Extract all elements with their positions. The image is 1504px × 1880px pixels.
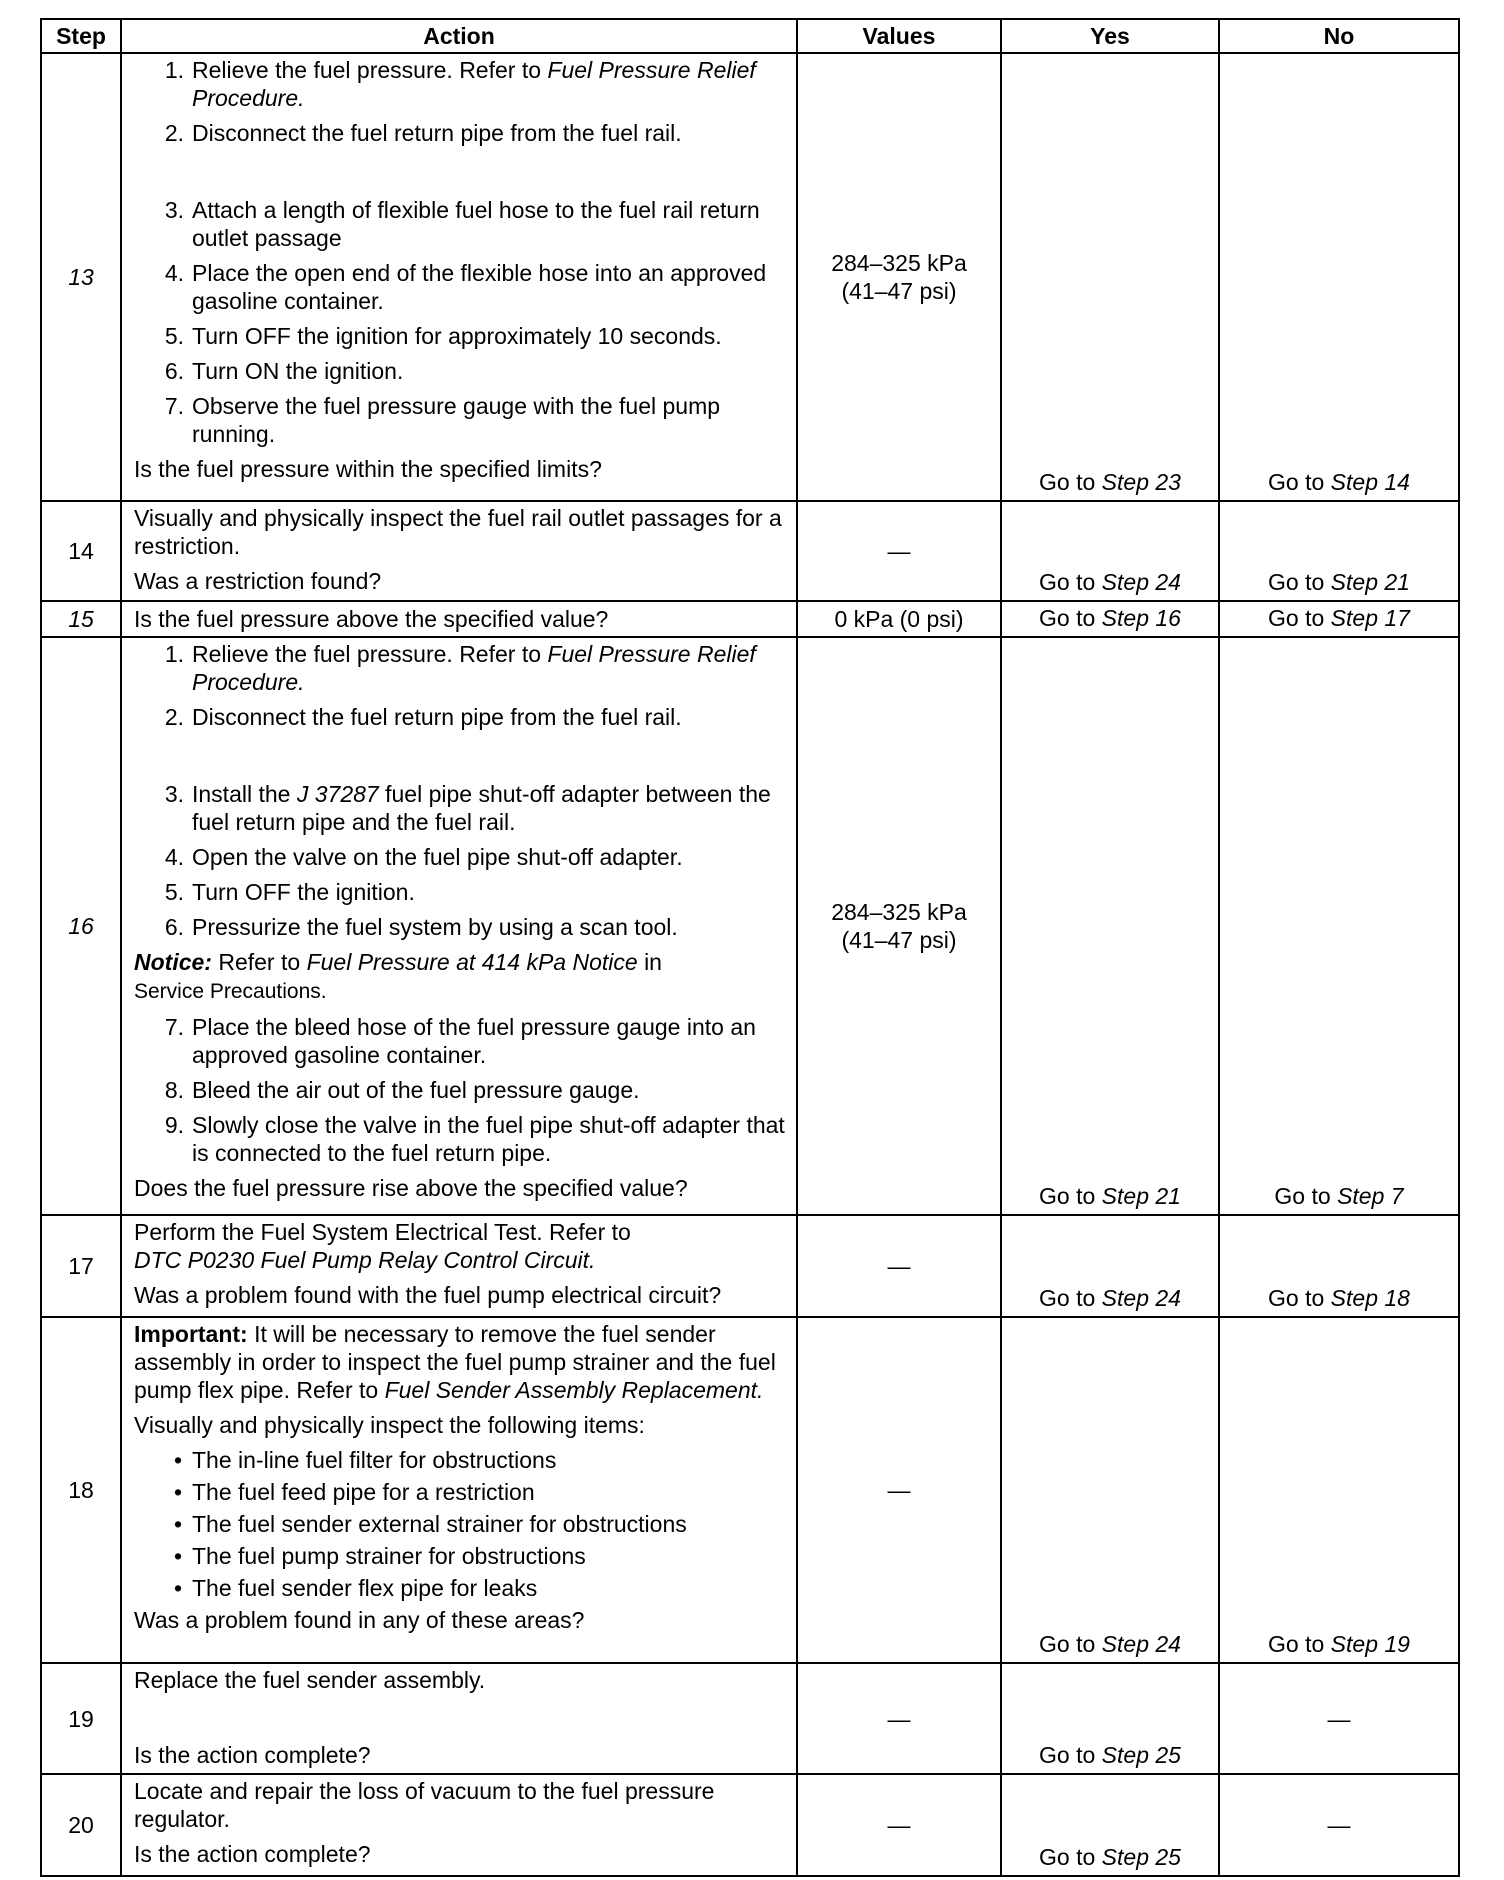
header-no: No <box>1219 19 1459 53</box>
table-row-step-15 <box>41 601 1459 637</box>
step-number: 18 <box>41 1317 121 1663</box>
action-cell: Visually and physically inspect the fuel rail outlet passages for a restriction. Was a restriction found? <box>121 501 797 601</box>
action-item: 4. Open the valve on the fuel pipe shut-off adapter. <box>164 844 683 870</box>
notice: Notice: Refer to Fuel Pressure at 414 kPa Notice in Service Precautions. <box>134 949 662 1003</box>
table-row-step-17 <box>41 1215 1459 1317</box>
yes-cell: Go to Step 24 <box>1001 501 1219 601</box>
action-item: 1. Relieve the fuel pressure. Refer to Fuel Pressure Relief Procedure. <box>164 57 756 111</box>
header-step: Step <box>41 19 121 53</box>
inspect-item: • The fuel sender external strainer for obstructions <box>173 1511 687 1537</box>
inspect-item: • The fuel pump strainer for obstructions <box>173 1543 586 1569</box>
inspect-item: • The in-line fuel filter for obstructions <box>173 1447 557 1473</box>
action-question: Is the fuel pressure within the specified limits? <box>134 456 602 482</box>
no-cell: Go to Step 17 <box>1219 601 1459 637</box>
action-cell: Important: It will be necessary to remove the fuel sender assembly in order to inspect the fuel pump strainer and the fuel pump flex pipe. Refer to Fuel Sender Assembly Replacement. Visually and physically inspect the following items: • The in-line fuel filter for obstructions • The fuel feed pipe for a restriction • The fuel sender external strainer for obstructions • The fuel pump strainer for obstructions • The fuel sender flex pipe for leaks Was a problem found in any of these areas? <box>121 1317 797 1663</box>
yes-cell: Go to Step 25 <box>1001 1663 1219 1774</box>
header-yes: Yes <box>1001 19 1219 53</box>
action-item: 4. Place the open end of the flexible hose into an approved gasoline container. <box>164 260 767 314</box>
step-number: 14 <box>41 501 121 601</box>
action-cell: Replace the fuel sender assembly. Is the action complete? <box>121 1663 797 1774</box>
action-item: 9. Slowly close the valve in the fuel pipe shut-off adapter that is connected to the fuel return pipe. <box>164 1112 785 1166</box>
action-cell: Perform the Fuel System Electrical Test. Refer to DTC P0230 Fuel Pump Relay Control Circuit. Was a problem found with the fuel pump electrical circuit? <box>121 1215 797 1317</box>
action-question: Is the action complete? <box>134 1841 371 1867</box>
diagnostic-table <box>40 18 1460 1877</box>
no-cell: — <box>1219 1774 1459 1876</box>
step-number: 15 <box>41 601 121 637</box>
action-item: 6. Pressurize the fuel system by using a scan tool. <box>164 914 678 940</box>
header-values: Values <box>797 19 1001 53</box>
table-row-step-18 <box>41 1317 1459 1663</box>
no-cell: Go to Step 7 <box>1219 637 1459 1215</box>
action-question: Is the fuel pressure above the specified value? <box>134 606 609 632</box>
values-cell: 284–325 kPa (41–47 psi) <box>797 53 1001 501</box>
inspect-item: • The fuel feed pipe for a restriction <box>173 1479 535 1505</box>
table-row-step-13 <box>41 53 1459 501</box>
action-question: Is the action complete? <box>134 1742 371 1768</box>
values-cell: — <box>797 1774 1001 1876</box>
action-item: 3. Install the J 37287 fuel pipe shut-off adapter between the fuel return pipe and the fuel rail. <box>164 781 771 835</box>
diagnostic-table-page <box>40 18 1458 1877</box>
no-cell: Go to Step 18 <box>1219 1215 1459 1317</box>
values-cell: — <box>797 501 1001 601</box>
action-item: 1. Relieve the fuel pressure. Refer to Fuel Pressure Relief Procedure. <box>164 641 756 695</box>
table-row-step-19 <box>41 1663 1459 1774</box>
step-number: 16 <box>41 637 121 1215</box>
header-action: Action <box>121 19 797 53</box>
important-note: Important: It will be necessary to remove the fuel sender assembly in order to inspect the fuel pump strainer and the fuel pump flex pipe. Refer to Fuel Sender Assembly Replacement. <box>134 1321 776 1403</box>
no-cell: Go to Step 21 <box>1219 501 1459 601</box>
action-item: 6. Turn ON the ignition. <box>164 358 404 384</box>
yes-cell: Go to Step 24 <box>1001 1317 1219 1663</box>
action-item: 2. Disconnect the fuel return pipe from the fuel rail. <box>164 704 682 730</box>
action-item: 8. Bleed the air out of the fuel pressure gauge. <box>164 1077 640 1103</box>
action-item: 5. Turn OFF the ignition. <box>164 879 415 905</box>
table-header-row <box>41 19 1459 53</box>
action-item: 2. Disconnect the fuel return pipe from the fuel rail. <box>164 120 682 146</box>
step-number: 20 <box>41 1774 121 1876</box>
values-cell: 0 kPa (0 psi) <box>797 601 1001 637</box>
action-question: Was a problem found with the fuel pump electrical circuit? <box>134 1282 722 1308</box>
yes-cell: Go to Step 23 <box>1001 53 1219 501</box>
action-cell <box>121 53 797 501</box>
action-item: 3. Attach a length of flexible fuel hose to the fuel rail return outlet passage <box>164 197 760 251</box>
action-cell <box>121 601 797 637</box>
action-item: 7. Place the bleed hose of the fuel pressure gauge into an approved gasoline container. <box>164 1014 756 1068</box>
table-row-step-16 <box>41 637 1459 1215</box>
values-cell: — <box>797 1663 1001 1774</box>
table-row-step-14 <box>41 501 1459 601</box>
no-cell: Go to Step 19 <box>1219 1317 1459 1663</box>
step-number: 17 <box>41 1215 121 1317</box>
action-question: Does the fuel pressure rise above the specified value? <box>134 1175 688 1201</box>
no-cell: — <box>1219 1663 1459 1774</box>
step-number: 13 <box>41 53 121 501</box>
values-cell: 284–325 kPa (41–47 psi) <box>797 637 1001 1215</box>
yes-cell: Go to Step 24 <box>1001 1215 1219 1317</box>
yes-cell: Go to Step 16 <box>1001 601 1219 637</box>
no-cell: Go to Step 14 <box>1219 53 1459 501</box>
inspect-item: • The fuel sender flex pipe for leaks <box>173 1575 538 1601</box>
action-item: 7. Observe the fuel pressure gauge with the fuel pump running. <box>164 393 721 447</box>
step-number: 19 <box>41 1663 121 1774</box>
values-cell: — <box>797 1215 1001 1317</box>
action-item: 5. Turn OFF the ignition for approximately 10 seconds. <box>164 323 722 349</box>
action-cell: Locate and repair the loss of vacuum to the fuel pressure regulator. Is the action complete? <box>121 1774 797 1876</box>
action-cell <box>121 637 797 1215</box>
action-question: Was a restriction found? <box>134 568 382 594</box>
yes-cell: Go to Step 21 <box>1001 637 1219 1215</box>
yes-cell: Go to Step 25 <box>1001 1774 1219 1876</box>
action-question: Was a problem found in any of these areas? <box>134 1607 585 1633</box>
table-row-step-20 <box>41 1774 1459 1876</box>
values-cell: — <box>797 1317 1001 1663</box>
